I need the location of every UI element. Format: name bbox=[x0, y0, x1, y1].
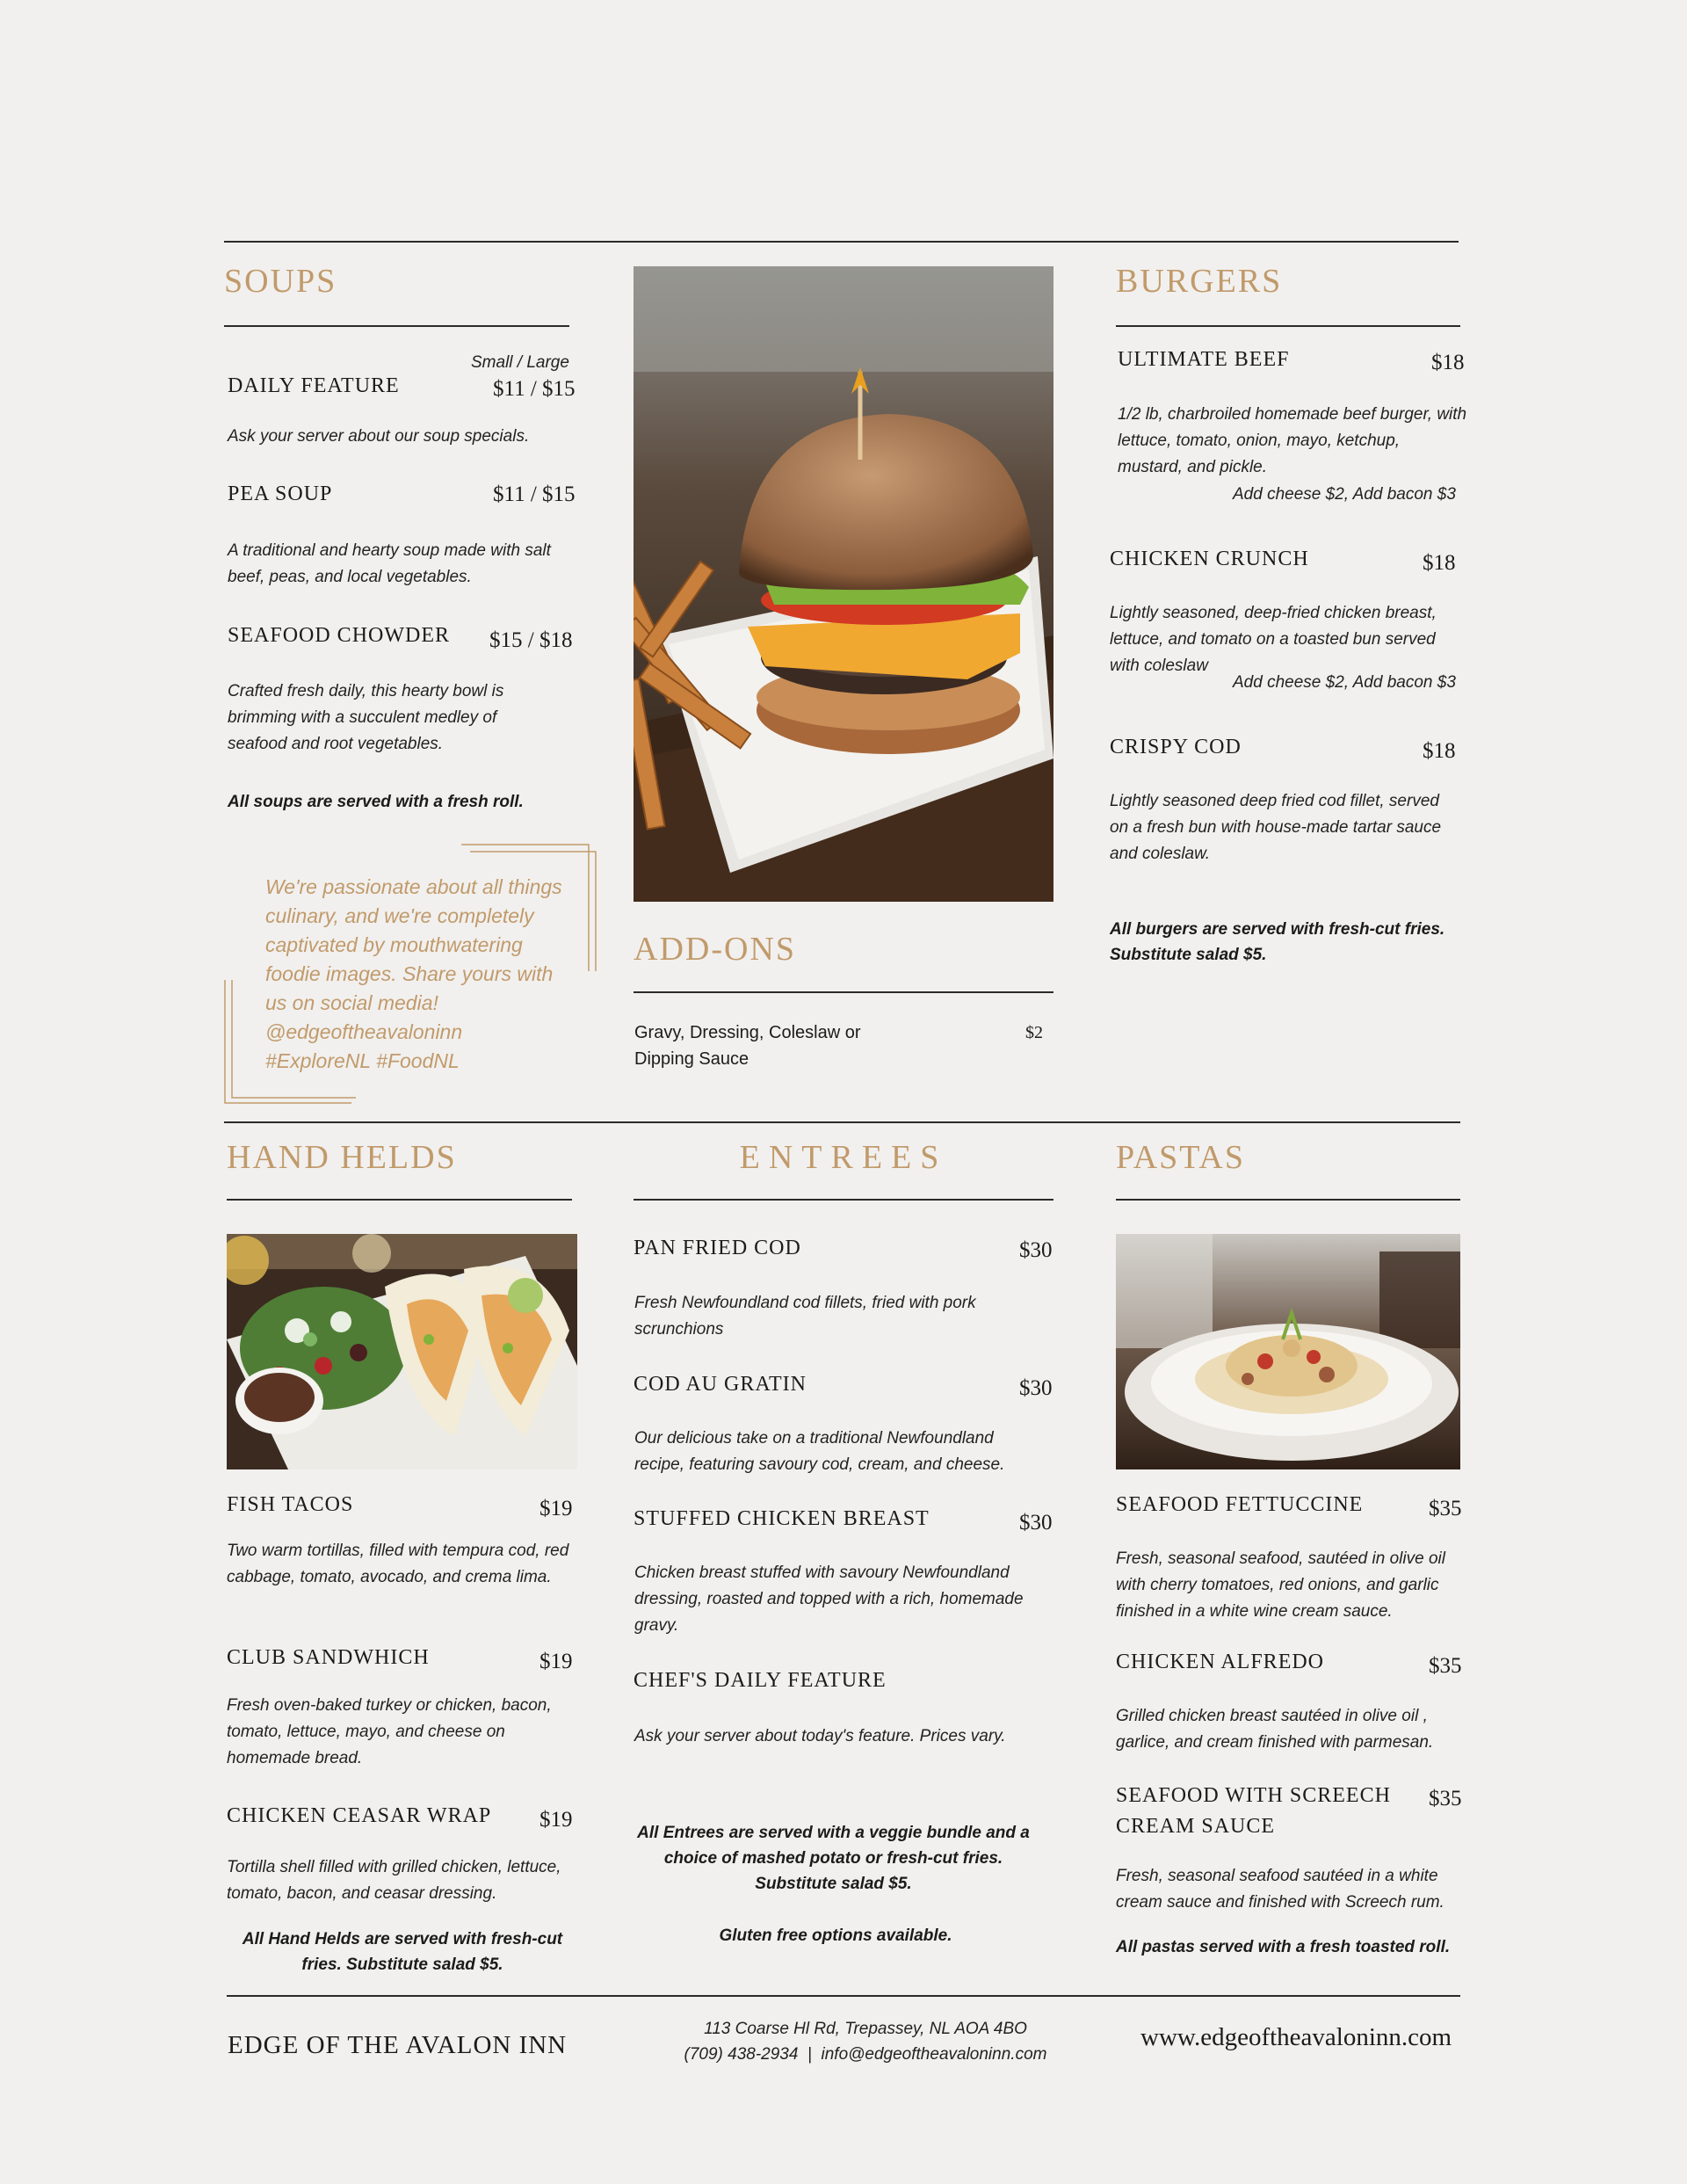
handheld-name: FISH TACOS bbox=[227, 1493, 354, 1516]
burgers-note: All burgers are served with fresh-cut fries. Substitute salad $5. bbox=[1110, 920, 1445, 964]
entree-desc: Chicken breast stuffed with savoury Newfoundland dressing, roasted and topped with a rich, homemade gravy. bbox=[634, 1564, 1024, 1635]
soup-name: PEA SOUP bbox=[228, 483, 333, 505]
entrees-heading-rule bbox=[634, 1199, 1053, 1201]
pastas-heading: PASTAS bbox=[1116, 1139, 1245, 1176]
entree-desc: Our delicious take on a traditional Newfoundland recipe, featuring savoury cod, cream, and cheese. bbox=[634, 1429, 1005, 1474]
addons-text: Gravy, Dressing, Coleslaw or Dipping Sauce bbox=[634, 1023, 861, 1069]
burger-name: CHICKEN CRUNCH bbox=[1110, 548, 1309, 570]
entree-name: PAN FRIED COD bbox=[634, 1237, 801, 1259]
burgers-heading: BURGERS bbox=[1116, 263, 1283, 300]
entree-name: STUFFED CHICKEN BREAST bbox=[634, 1507, 930, 1530]
soup-name: SEAFOOD CHOWDER bbox=[228, 624, 451, 647]
handheld-name: CHICKEN CEASAR WRAP bbox=[227, 1804, 492, 1827]
soup-price: $11 / $15 bbox=[493, 377, 576, 401]
footer-rule bbox=[227, 1995, 1460, 1997]
entree-desc: Ask your server about today's feature. Prices vary. bbox=[634, 1727, 1006, 1745]
burger-price: $18 bbox=[1423, 551, 1456, 575]
pastas-heading-rule bbox=[1116, 1199, 1460, 1201]
handheld-price: $19 bbox=[539, 1497, 573, 1520]
handheld-price: $19 bbox=[539, 1808, 573, 1832]
social-tags: #ExploreNL #FoodNL bbox=[265, 1049, 460, 1072]
soups-heading-rule bbox=[224, 325, 569, 327]
addons-heading-rule bbox=[634, 991, 1053, 993]
entrees-heading: ENTREES bbox=[739, 1139, 948, 1176]
entree-name: COD AU GRATIN bbox=[634, 1373, 807, 1396]
social-text-block bbox=[265, 873, 577, 1076]
soup-price: $11 / $15 bbox=[493, 483, 576, 506]
entree-price: $30 bbox=[1019, 1238, 1053, 1262]
footer-contact: (709) 438-2934 | info@edgeoftheavaloninn.com bbox=[684, 2045, 1047, 2064]
pasta-desc: Fresh, seasonal seafood, sautéed in olive oil with cherry tomatoes, red onions, and garlic finished in a white wine cream sauce. bbox=[1116, 1549, 1445, 1621]
pasta-desc: Fresh, seasonal seafood sautéed in a white cream sauce and finished with Screech rum. bbox=[1116, 1867, 1444, 1912]
footer-inn-name: EDGE OF THE AVALON INN bbox=[228, 2031, 568, 2059]
addons-price: $2 bbox=[1025, 1023, 1043, 1042]
handheld-desc: Tortilla shell filled with grilled chicken, lettuce, tomato, bacon, and ceasar dressing. bbox=[227, 1858, 561, 1903]
entrees-note: All Entrees are served with a veggie bundle and a choice of mashed potato or fresh-cut fries. Substitute salad $5. bbox=[637, 1824, 1030, 1893]
soup-desc: Ask your server about our soup specials. bbox=[228, 427, 530, 446]
handhelds-note: All Hand Helds are served with fresh-cut fries. Substitute salad $5. bbox=[242, 1930, 563, 1974]
pasta-price: $35 bbox=[1429, 1654, 1462, 1678]
soup-desc: Crafted fresh daily, this hearty bowl is brimming with a succulent medley of seafood and root vegetables. bbox=[228, 682, 504, 753]
soup-desc: A traditional and hearty soup made with salt beef, peas, and local vegetables. bbox=[228, 541, 551, 586]
pasta-name: SEAFOOD FETTUCCINE bbox=[1116, 1493, 1364, 1516]
handhelds-heading-rule bbox=[227, 1199, 572, 1201]
pasta-price: $35 bbox=[1429, 1497, 1462, 1520]
pasta-name: CHICKEN ALFREDO bbox=[1116, 1651, 1325, 1673]
handheld-price: $19 bbox=[539, 1650, 573, 1673]
burger-price: $18 bbox=[1431, 351, 1465, 374]
entrees-gluten-note: Gluten free options available. bbox=[719, 1926, 952, 1945]
burger-desc: Lightly seasoned, deep-fried chicken breast, lettuce, and tomato on a toasted bun served with coleslaw bbox=[1110, 604, 1437, 675]
burger-name: CRISPY COD bbox=[1110, 736, 1242, 758]
handheld-desc: Two warm tortillas, filled with tempura cod, red cabbage, tomato, avocado, and crema lima. bbox=[227, 1542, 569, 1586]
footer-website-link[interactable]: www.edgeoftheavaloninn.com bbox=[1140, 2023, 1452, 2051]
burger-price: $18 bbox=[1423, 739, 1456, 763]
entree-price: $30 bbox=[1019, 1376, 1053, 1400]
social-handle: @edgeoftheavaloninn bbox=[265, 1020, 463, 1043]
pasta-price: $35 bbox=[1429, 1787, 1462, 1810]
social-text: We're passionate about all things culinary, and we're completely captivated by mouthwatering foodie images. Share yours with us on social media! bbox=[265, 875, 562, 1014]
fish-tacos-photo bbox=[227, 1234, 577, 1469]
entree-name: CHEF'S DAILY FEATURE bbox=[634, 1669, 887, 1692]
seafood-pasta-photo bbox=[1116, 1234, 1460, 1469]
handhelds-heading: HAND HELDS bbox=[227, 1139, 457, 1176]
soups-size-label: Small / Large bbox=[471, 353, 569, 372]
soups-note: All soups are served with a fresh roll. bbox=[228, 793, 524, 811]
soup-name: DAILY FEATURE bbox=[228, 374, 400, 397]
handheld-desc: Fresh oven-baked turkey or chicken, bacon, tomato, lettuce, mayo, and cheese on homemade bread. bbox=[227, 1696, 552, 1767]
burger-desc: 1/2 lb, charbroiled homemade beef burger, with lettuce, tomato, onion, mayo, ketchup, mustard, and pickle. bbox=[1118, 405, 1467, 476]
handheld-name: CLUB SANDWHICH bbox=[227, 1646, 430, 1669]
addons-heading: ADD-ONS bbox=[634, 931, 796, 968]
burger-extra: Add cheese $2, Add bacon $3 bbox=[1233, 673, 1456, 692]
burger-name: ULTIMATE BEEF bbox=[1118, 348, 1290, 371]
middle-rule bbox=[224, 1121, 1460, 1123]
top-rule bbox=[224, 241, 1459, 243]
burger-extra: Add cheese $2, Add bacon $3 bbox=[1233, 485, 1456, 504]
burger-photo bbox=[634, 266, 1053, 902]
pasta-desc: Grilled chicken breast sautéed in olive oil , garlice, and cream finished with parmesan. bbox=[1116, 1707, 1434, 1752]
footer-address: 113 Coarse Hl Rd, Trepassey, NL AOA 4BO bbox=[704, 2020, 1027, 2038]
soup-price: $15 / $18 bbox=[489, 628, 573, 652]
burger-desc: Lightly seasoned deep fried cod fillet, served on a fresh bun with house-made tartar sauce and coleslaw. bbox=[1110, 792, 1442, 863]
entree-desc: Fresh Newfoundland cod fillets, fried with pork scrunchions bbox=[634, 1294, 976, 1339]
soups-heading: SOUPS bbox=[224, 263, 337, 300]
entree-price: $30 bbox=[1019, 1511, 1053, 1535]
pasta-name: SEAFOOD WITH SCREECH CREAM SAUCE bbox=[1116, 1784, 1391, 1838]
pastas-note: All pastas served with a fresh toasted roll. bbox=[1116, 1938, 1451, 1956]
burgers-heading-rule bbox=[1116, 325, 1460, 327]
